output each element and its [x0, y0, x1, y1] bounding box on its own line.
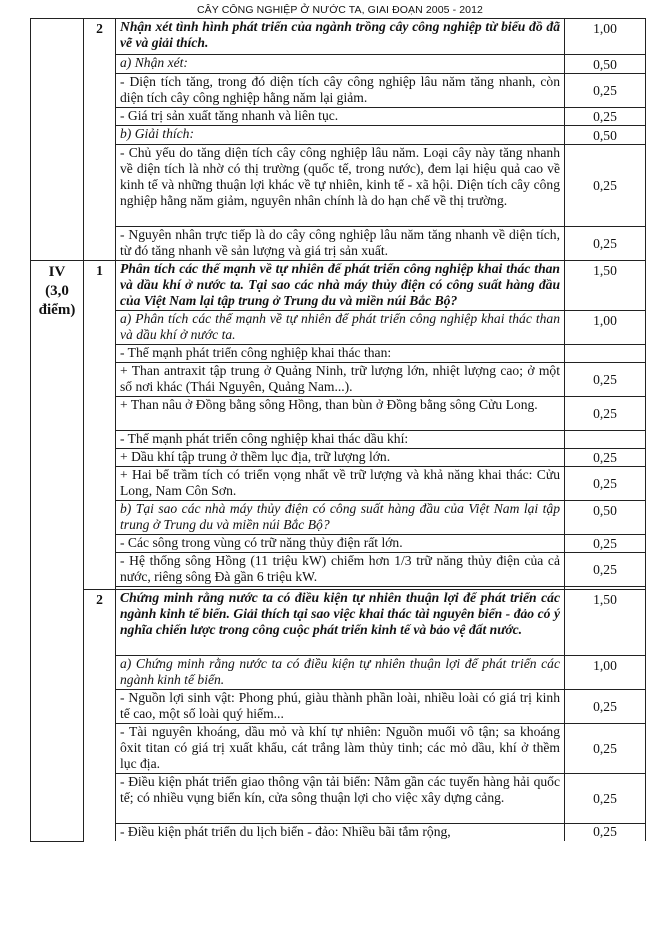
chart-caption: CÂY CÔNG NGHIỆP Ở NƯỚC TA, GIAI ĐOẠN 2005 - 2012: [197, 4, 483, 16]
q4-p2-item3-row: [31, 774, 646, 824]
q4-coal-item2-row: [31, 397, 646, 431]
q3-a-heading-row: [31, 55, 646, 74]
q4-part1-prompt: Phân tích các thế mạnh về tự nhiên để phát triển công nghiệp khai thác than và dầu khí ở nước ta. Tại sao các nhà máy thủy điện có công suất hàng đầu của Việt Nam lại tập trung ở Trung du và miền núi Bắc Bộ?: [116, 261, 565, 311]
q4-coal-item1: + Than antraxit tập trung ở Quảng Ninh, trữ lượng lớn, nhiệt lượng cao; ở một số nơi khác (Thái Nguyên, Quảng Nam...).: [116, 363, 565, 397]
q4-oil-item2-row: [31, 467, 646, 501]
q4-coal-item2: + Than nâu ở Đồng bằng sông Hồng, than bùn ở Đồng bằng sông Cửu Long.: [116, 397, 565, 431]
q4-coal-heading-row: [31, 345, 646, 363]
q3-b-item2: - Nguyên nhân trực tiếp là do cây công nghiệp lâu năm tăng nhanh về diện tích, từ đó tăng nhanh về sản lượng và giá trị sản xuất.: [116, 227, 565, 261]
q4-part2-prompt: Chứng minh rằng nước ta có điều kiện tự nhiên thuận lợi để phát triển các ngành kinh tế biển. Giải thích tại sao việc khai thác tài nguyên biển - đảo có ý nghĩa chiến lược trong công cuộc phát triển kinh tế và bảo vệ đất nước.: [116, 590, 565, 656]
q3-b-item2-row: [31, 227, 646, 261]
q3-label-cell: [31, 19, 84, 261]
q4-p1-b-item2-score: 0,25: [565, 553, 646, 587]
q3-a-score: 0,50: [565, 55, 646, 74]
q3-b-heading: b) Giải thích:: [116, 126, 565, 145]
q4-p1-a-heading: a) Phân tích các thế mạnh về tự nhiên để phát triển công nghiệp khai thác than và dầu khí ở nước ta.: [116, 311, 565, 345]
q4-p2-item4-row: [31, 824, 646, 842]
q4-coal-heading-score-empty: [565, 345, 646, 363]
q4-p2-a-score: 1,00: [565, 656, 646, 690]
q4-p2-item3-score: 0,25: [565, 774, 646, 824]
q4-p2-item1-score: 0,25: [565, 690, 646, 724]
q4-p1-b-heading-row: [31, 501, 646, 535]
q4-p2-item1: - Nguồn lợi sinh vật: Phong phú, giàu thành phần loài, nhiều loài có giá trị kinh tế cao, một số loài quý hiếm...: [116, 690, 565, 724]
q3-b-item1-score: 0,25: [565, 145, 646, 227]
q4-oil-item1: + Dầu khí tập trung ở thềm lục địa, trữ lượng lớn.: [116, 449, 565, 467]
q4-p2-a-heading-row: [31, 656, 646, 690]
q4-coal-item1-row: [31, 363, 646, 397]
q4-oil-item2: + Hai bể trầm tích có triển vọng nhất về trữ lượng và khả năng khai thác: Cửu Long, Nam Côn Sơn.: [116, 467, 565, 501]
part-number: 2: [96, 592, 103, 607]
q4-p1-b-item2: - Hệ thống sông Hồng (11 triệu kW) chiếm hơn 1/3 trữ năng thủy điện của cả nước, riêng sông Đà gần 6 triệu kW.: [116, 553, 565, 587]
q3-a-item1-score: 0,25: [565, 74, 646, 108]
q3-b-item1-row: [31, 145, 646, 227]
q4-p1-b-item1-score: 0,25: [565, 535, 646, 553]
q4-part2-score: 1,50: [565, 590, 646, 656]
q3-b-item1: - Chủ yếu do tăng diện tích cây công nghiệp lâu năm. Loại cây này tăng nhanh về diện tích là nhờ có thị trường (quốc tế, trong nước), đem lại hiệu quả cao về kinh tế và những thuận lợi khác về tự nhiên, kinh tế - xã hội. Diện tích cây công nghiệp hằng năm giảm, nguyên nhân chính là do hạn chế về thị trường.: [116, 145, 565, 227]
q4-p2-item2: - Tài nguyên khoáng, dầu mỏ và khí tự nhiên: Nguồn muối vô tận; sa khoáng ôxit titan có giá trị xuất khẩu, cát trắng làm thủy tinh; các mỏ dầu, khí ở thềm lục địa.: [116, 724, 565, 774]
q4-oil-heading-score-empty: [565, 431, 646, 449]
part-number: 2: [96, 21, 103, 36]
q4-p1-a-heading-row: [31, 311, 646, 345]
q3-b-score: 0,50: [565, 126, 646, 145]
q4-p1-a-score: 1,00: [565, 311, 646, 345]
q4-p2-item2-row: [31, 724, 646, 774]
q4-part1-score: 1,50: [565, 261, 646, 311]
q4-part1-prompt-row: [31, 261, 646, 311]
q3-a-item1-row: [31, 74, 646, 108]
q4-p2-item2-score: 0,25: [565, 724, 646, 774]
q4-p1-b-heading: b) Tại sao các nhà máy thủy điện có công suất hàng đầu của Việt Nam lại tập trung ở Trung du và miền núi Bắc Bộ?: [116, 501, 565, 535]
q4-coal-item1-score: 0,25: [565, 363, 646, 397]
q3-a-item2-row: [31, 108, 646, 126]
q4-oil-heading-row: [31, 431, 646, 449]
q4-label: IV (3,0 điểm): [38, 264, 76, 318]
q4-part1-number-cell: [84, 261, 116, 590]
q4-label-cell: [31, 261, 84, 842]
q4-p2-a-heading: a) Chứng minh rằng nước ta có điều kiện tự nhiên thuận lợi để phát triển các ngành kinh tế biển.: [116, 656, 565, 690]
q4-oil-item1-score: 0,25: [565, 449, 646, 467]
q3-a-item2-score: 0,25: [565, 108, 646, 126]
q4-p2-item1-row: [31, 690, 646, 724]
q3-part2-number-cell: [84, 19, 116, 261]
q4-p1-b-score: 0,50: [565, 501, 646, 535]
q4-part2-number-cell: [84, 590, 116, 842]
q3-b-heading-row: [31, 126, 646, 145]
q4-oil-heading: - Thế mạnh phát triển công nghiệp khai thác dầu khí:: [116, 431, 565, 449]
q3-part2-prompt: Nhận xét tình hình phát triển của ngành trồng cây công nghiệp từ biểu đồ đã vẽ và giải thích.: [116, 19, 565, 55]
part-number: 1: [96, 263, 103, 278]
q3-b-item2-score: 0,25: [565, 227, 646, 261]
q3-a-item2: - Giá trị sản xuất tăng nhanh và liên tục.: [116, 108, 565, 126]
q4-oil-item2-score: 0,25: [565, 467, 646, 501]
q3-part2-score: 1,00: [565, 19, 646, 55]
q4-p2-item4: - Điều kiện phát triển du lịch biển - đảo: Nhiều bãi tắm rộng,: [116, 824, 565, 842]
q3-part2-prompt-row: [31, 19, 646, 55]
q4-oil-item1-row: [31, 449, 646, 467]
answer-table: [30, 18, 646, 842]
q4-coal-heading: - Thế mạnh phát triển công nghiệp khai thác than:: [116, 345, 565, 363]
q4-coal-item2-score: 0,25: [565, 397, 646, 431]
q4-p2-item3: - Điều kiện phát triển giao thông vận tải biển: Nằm gần các tuyến hàng hải quốc tế; có nhiều vụng biển kín, cửa sông thuận lợi cho việc xây dựng cảng.: [116, 774, 565, 824]
q4-p1-b-item2-row: [31, 553, 646, 587]
q4-p2-item4-score: 0,25: [565, 824, 646, 842]
q4-p1-b-item1-row: [31, 535, 646, 553]
q4-part2-prompt-row: [31, 590, 646, 656]
q3-a-item1: - Diện tích tăng, trong đó diện tích cây công nghiệp lâu năm tăng nhanh, còn diện tích cây công nghiệp hằng năm lại giảm.: [116, 74, 565, 108]
q3-a-heading: a) Nhận xét:: [116, 55, 565, 74]
q4-p1-b-item1: - Các sông trong vùng có trữ năng thủy điện rất lớn.: [116, 535, 565, 553]
